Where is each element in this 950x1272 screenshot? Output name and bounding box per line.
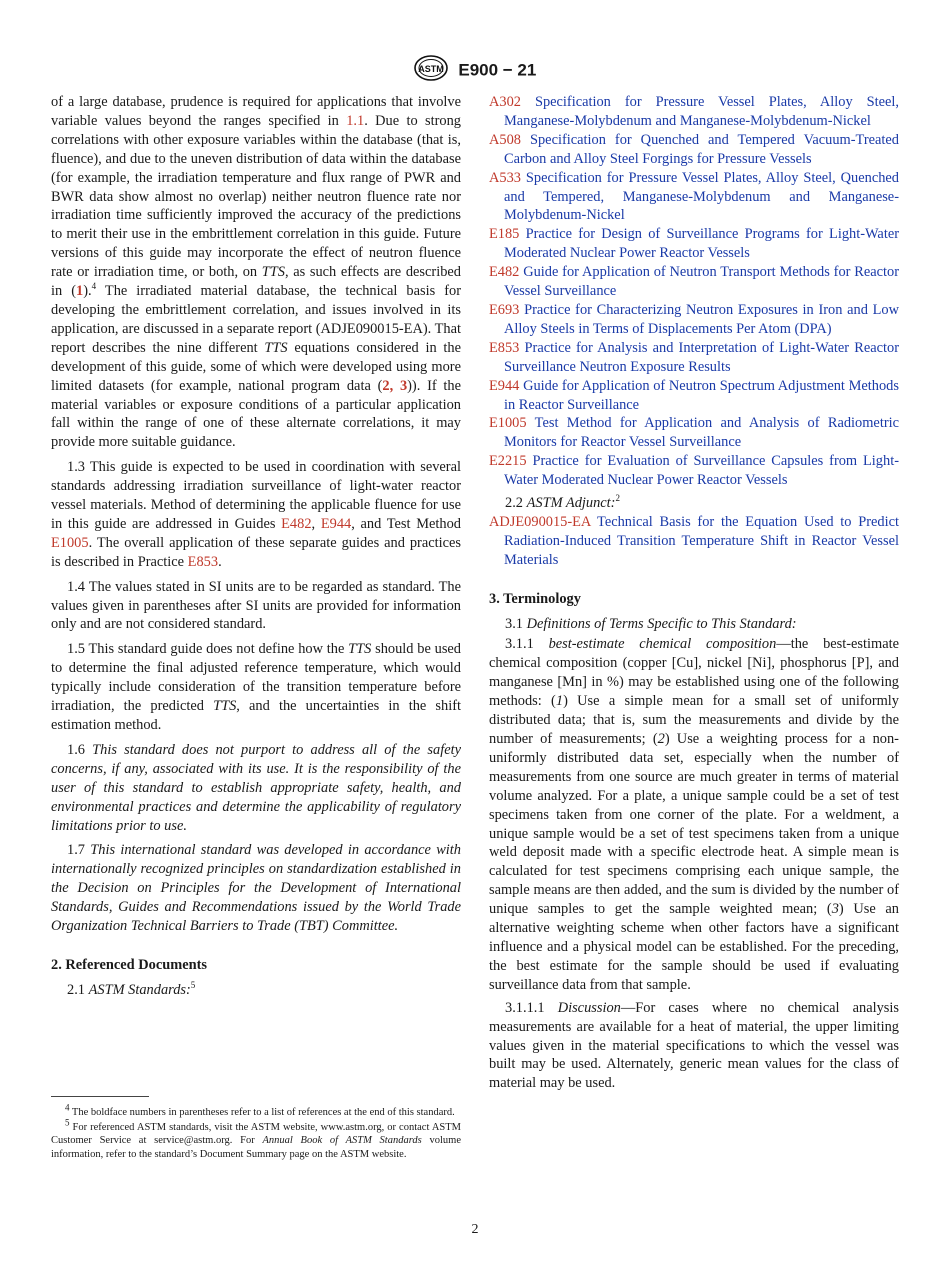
footnote-5: $^5$ For referenced ASTM standards, visit the ASTM website, www.astm.org, or contact ASTM Customer Service at service@astm.org. For Annual Book of ASTM Standards volume information, refer to the standard’s Document Summary page on the ASTM website.: [51, 1117, 461, 1160]
left-column: [51, 93, 461, 1000]
footnote-4: $^4$ The boldface numbers in parentheses refer to a list of references at the end of this standard.: [65, 1102, 455, 1118]
footnotes: [51, 1096, 461, 1162]
footnote-ref-5: 5: [190, 980, 196, 991]
section-1-6: 1.6 This standard does not purport to address all of the safety concerns, if any, associated with its use. It is the responsibility of the user of this standard to establish appropriate safety, health, and environmental practices and determine the applicability of regulatory limitations prior to use.: [51, 741, 461, 834]
ref-item[interactable]: E1005 Test Method for Application and Analysis of Radiometric Monitors for Reactor Vessel Surveillance: [489, 415, 899, 451]
ref-1[interactable]: 1: [76, 283, 84, 300]
section-2-heading: 2. Referenced Documents: [51, 956, 207, 973]
ref-item[interactable]: E482 Guide for Application of Neutron Transport Methods for Reactor Vessel Surveillance: [489, 264, 899, 300]
link-e944[interactable]: E944: [320, 515, 352, 532]
intro-paragraph: of a large database, prudence is required for applications that involve variable values beyond the ranges specified in 1.1. Due to strong correlations with other exposure variables within the database (that is, fluence), and due to the uneven distribution of data within the database (for example, the irradiation temperature and flux range of PWR and BWR data show almost no overlap) neither neutron fluence rate nor irradiation time sufficiently improved the accuracy of the predictions to merit their use in the embrittlement correlation in this guide. Future versions of this guide may incorporate the effect of neutron fluence rate or irradiation time, or both, on TTS, as such effects are described in (1).$^4$ The irradiated material database, the technical basis for developing the embrittlement correlation, and issues involved in its application, are discussed in a separate report (ADJE090015-EA). That report describes the nine different TTS equations considered in the development of this guide, some of which were developed using more limited datasets (for example, national program data (2, 3)). If the material variables or exposure conditions of a particular application fall within the range of one of these alternate correlations, it may provide more suitable guidance.: [51, 94, 461, 451]
ref-2-3[interactable]: 2, 3: [382, 377, 408, 394]
ref-item[interactable]: A533 Specification for Pressure Vessel Plates, Alloy Steel, Quenched and Tempered, Manganese-Molybdenum and Manganese-Molybdenum-Nickel: [489, 169, 899, 224]
footnote-ref-2: 2: [615, 493, 620, 504]
ref-item[interactable]: E944 Guide for Application of Neutron Spectrum Adjustment Methods in Reactor Surveillance: [489, 377, 899, 413]
link-e853[interactable]: E853: [187, 553, 219, 570]
ref-item[interactable]: A302 Specification for Pressure Vessel Plates, Alloy Steel, Manganese-Molybdenum and Manganese-Molybdenum-Nickel: [489, 94, 899, 129]
ref-item[interactable]: E693 Practice for Characterizing Neutron Exposures in Iron and Low Alloy Steels in Terms of Displacements Per Atom (DPA): [489, 301, 899, 337]
section-3-1-1: 3.1.1 best-estimate chemical composition—the best-estimate chemical composition (copper [Cu], nickel [Ni], phosphorus [P], and manganese [Mn] in %) may be established using one of the following methods: (1) Use a simple mean for a small set of uniformly distributed data; that is, sum the measurements and divide by the number of measurements; (2) Use a weighting process for a non-uniformly distributed data set, especially when the number of measurements from one source are much greater in terms of material volume analyzed. For a plate, a unique sample could be a set of test specimens taken from one corner of the plate. For a weldment, a unique sample would be a set of test specimens taken from a unique weld deposit made with a specific electrode heat. A simple mean is calculated for test specimens comprising each unique sample, the sample means are then added, and the sum is divided by the number of unique samples to get the sample weighted mean; (3) Use an alternative weighting scheme when other factors have a significant influence and a physical model can be established. For the preceding, the best estimate for the sample should be used if evaluating surveillance data from that sample.: [489, 636, 899, 993]
footnote-ref-4: 4: [91, 281, 97, 292]
section-3-heading: 3. Terminology: [489, 590, 581, 607]
link-e482[interactable]: E482: [281, 515, 312, 532]
right-column: [489, 93, 899, 1093]
link-e1005[interactable]: E1005: [51, 534, 89, 551]
ref-item[interactable]: A508 Specification for Quenched and Tempered Vacuum-Treated Carbon and Alloy Steel Forgings for Pressure Vessels: [489, 131, 899, 167]
page-number: 2: [471, 1222, 479, 1237]
svg-text:ASTM: ASTM: [417, 64, 444, 74]
astm-standards-list: [489, 93, 899, 490]
ref-item[interactable]: E853 Practice for Analysis and Interpretation of Light-Water Reactor Surveillance Neutron Exposure Results: [489, 339, 899, 375]
section-2-1: 2.1 ASTM Standards:$^5$: [67, 980, 196, 998]
link-1-1[interactable]: 1.1: [346, 112, 365, 129]
footnote-rule: [51, 1096, 149, 1097]
ref-item[interactable]: E2215 Practice for Evaluation of Surveillance Capsules from Light-Water Moderated Nuclear Power Reactor Vessels: [489, 453, 899, 489]
section-2-2: 2.2 ASTM Adjunct:$^2$: [505, 493, 620, 512]
section-1-4: 1.4 The values stated in SI units are to be regarded as standard. The values given in parentheses after SI units are provided for information only and are not considered standard.: [51, 578, 461, 633]
ref-item[interactable]: E185 Practice for Design of Surveillance Programs for Light-Water Moderated Nuclear Power Reactor Vessels: [489, 226, 899, 262]
adjunct-item[interactable]: ADJE090015-EA Technical Basis for the Equation Used to Predict Radiation-Induced Transition Temperature Shift in Reactor Vessel Materials: [489, 513, 900, 568]
standard-designation: E900 − 21: [458, 60, 537, 80]
section-1-5: 1.5 This standard guide does not define how the TTS should be used to determine the final adjusted reference temperature, which would typically include consideration of the transition temperature before irradiation, the predicted TTS, and the uncertainties in the shift estimation method.: [51, 641, 462, 733]
section-3-1: 3.1 Definitions of Terms Specific to This Standard:: [505, 615, 797, 632]
page-header: [0, 55, 950, 86]
section-1-3: 1.3 This guide is expected to be used in coordination with several standards addressing irradiation surveillance of light-water reactor vessel materials. Method of determining the applicable fluence for use in this guide are addressed in Guides E482, E944, and Test Method E1005. The overall application of these separate guides and practices is described in Practice E853.: [51, 459, 461, 570]
astm-logo-icon: [414, 55, 448, 86]
section-3-1-1-1: 3.1.1.1 Discussion—For cases where no chemical analysis measurements are available for a heat of material, the upper limiting values given in the material specifications to which the vessel was built may be used. Alternately, generic mean values for the class of material may be used.: [489, 999, 899, 1092]
section-1-7: 1.7 This international standard was developed in accordance with internationally recognized principles on standardization established in the Decision on Principles for the Development of International Standards, Guides and Recommendations issued by the World Trade Organization Technical Barriers to Trade (TBT) Committee.: [51, 842, 461, 935]
